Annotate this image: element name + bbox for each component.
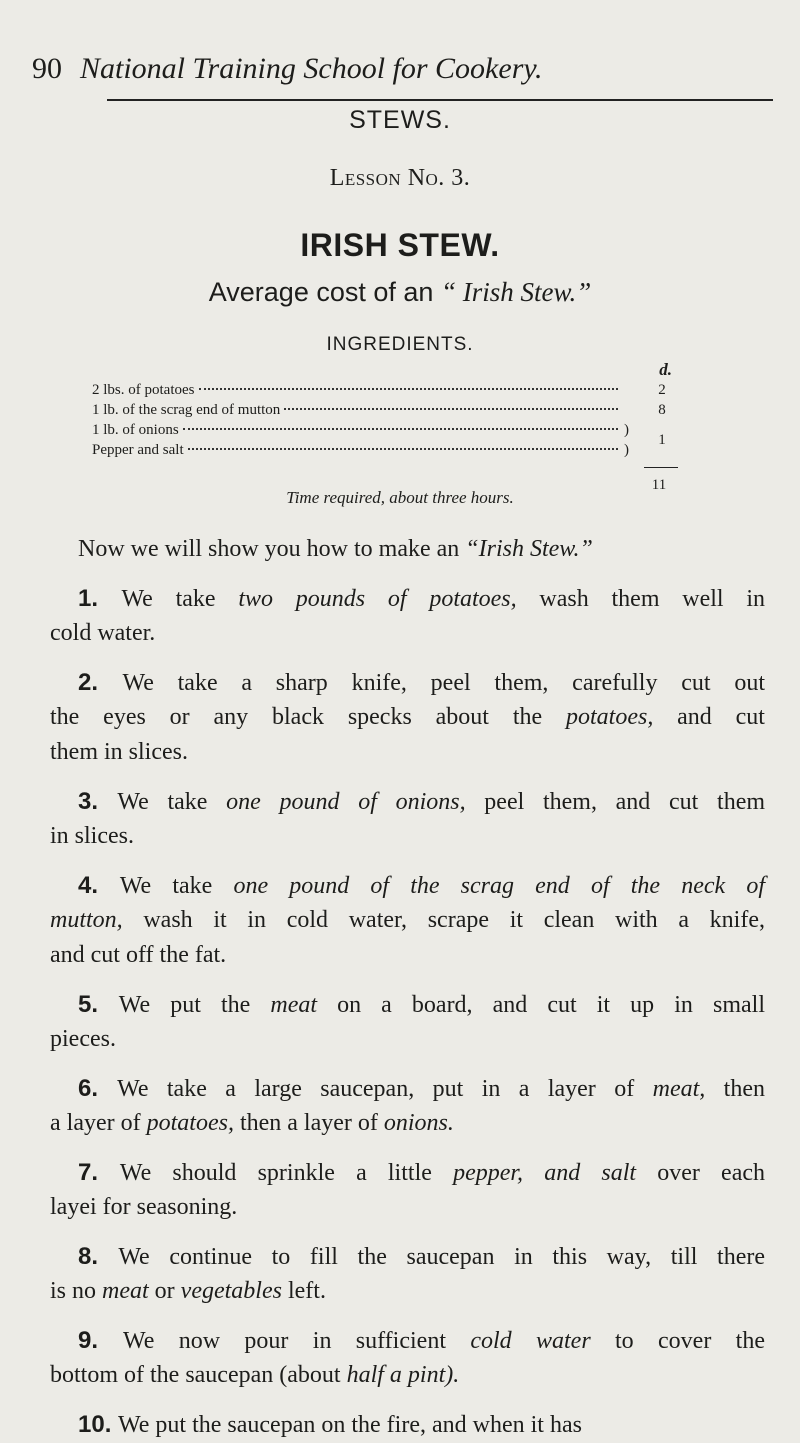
step-number: 6. bbox=[78, 1075, 118, 1102]
ingredient-name: 1 lb. of the scrag end of mutton bbox=[92, 402, 281, 418]
step-line bbox=[50, 1190, 765, 1225]
lesson-title: Lesson No. 3. bbox=[329, 165, 471, 191]
emphasis-text: one pound of onions, bbox=[226, 789, 466, 815]
recipe-step bbox=[50, 665, 765, 770]
recipe-title: IRISH STEW. bbox=[300, 227, 500, 263]
step-line bbox=[50, 1358, 765, 1393]
ingredient-cost: 8 bbox=[658, 402, 666, 418]
step-number: 7. bbox=[78, 1159, 120, 1186]
section-title: STEWS. bbox=[349, 106, 451, 134]
emphasis-text: mutton, bbox=[50, 907, 123, 933]
step-text: or bbox=[148, 1278, 181, 1304]
step-line bbox=[50, 665, 765, 700]
time-required: Time required, about three hours. bbox=[286, 488, 514, 507]
emphasis-text: vegetables bbox=[180, 1278, 282, 1304]
step-text: the eyes or any black specks about the bbox=[50, 704, 566, 730]
step-gap bbox=[50, 1309, 765, 1323]
step-line bbox=[50, 1239, 765, 1274]
ingredient-row bbox=[92, 422, 622, 442]
step-line bbox=[50, 581, 765, 616]
recipe-step bbox=[50, 987, 765, 1057]
emphasis-text: meat bbox=[270, 992, 318, 1018]
step-number: 3. bbox=[78, 788, 118, 815]
step-gap bbox=[50, 1141, 765, 1155]
step-text: then bbox=[705, 1076, 765, 1102]
step-text: We should sprinkle a little bbox=[119, 1160, 454, 1186]
leader-dots bbox=[188, 448, 618, 450]
grouping-brace: ) ) bbox=[624, 422, 629, 458]
step-number: 2. bbox=[78, 669, 123, 696]
recipe-step bbox=[50, 868, 765, 973]
step-text: is no bbox=[50, 1278, 103, 1304]
recipe-step bbox=[50, 1407, 765, 1442]
page-number: 90 bbox=[32, 52, 62, 85]
step-text: over each bbox=[636, 1160, 765, 1186]
step-line bbox=[50, 903, 765, 938]
step-gap bbox=[50, 1057, 765, 1071]
step-number: 10. bbox=[78, 1411, 119, 1438]
step-line bbox=[50, 784, 765, 819]
step-line bbox=[50, 700, 765, 735]
emphasis-text: meat bbox=[102, 1278, 149, 1304]
emphasis-text: two pounds of potatoes, bbox=[238, 586, 517, 612]
recipe-step bbox=[50, 1239, 765, 1309]
header-rule bbox=[107, 99, 773, 101]
step-text: We put the bbox=[118, 992, 271, 1018]
emphasis-text: half a pint). bbox=[346, 1362, 460, 1388]
step-text: We take bbox=[119, 873, 234, 899]
running-title: National Training School for Cookery. bbox=[80, 52, 543, 85]
ingredient-cost: 2 bbox=[658, 382, 666, 398]
step-line bbox=[50, 868, 765, 903]
step-text: We continue to fill the saucepan in this way, till there bbox=[118, 1244, 765, 1270]
total-rule bbox=[644, 467, 678, 468]
step-text: pieces. bbox=[50, 1026, 116, 1052]
emphasis-text: potatoes, bbox=[565, 704, 654, 730]
emphasis-text: pepper, and salt bbox=[453, 1160, 637, 1186]
ingredient-name: Pepper and salt bbox=[92, 442, 184, 458]
step-line bbox=[50, 1274, 765, 1309]
step-line bbox=[50, 1071, 765, 1106]
step-line bbox=[50, 1407, 765, 1442]
step-line bbox=[50, 735, 765, 770]
step-text: wash them well in bbox=[516, 586, 766, 612]
intro-text: Now we will show you how to make an bbox=[78, 536, 460, 562]
step-text: We take a large saucepan, put in a layer of bbox=[117, 1076, 653, 1102]
emphasis-text: one pound of the scrag end of the neck of bbox=[233, 873, 765, 899]
step-text: cold water. bbox=[50, 620, 156, 646]
step-number: 4. bbox=[78, 872, 120, 899]
step-text: We now pour in sufficient bbox=[123, 1328, 471, 1354]
leader-dots bbox=[183, 428, 618, 430]
emphasis-text: potatoes, bbox=[146, 1110, 234, 1136]
step-text: We take a sharp knife, peel them, carefully cut out bbox=[122, 670, 766, 696]
recipe-body bbox=[50, 532, 765, 1442]
emphasis-text: cold water bbox=[470, 1328, 591, 1354]
step-text: to cover the bbox=[590, 1328, 765, 1354]
ingredient-row bbox=[92, 402, 622, 422]
step-number: 9. bbox=[78, 1327, 124, 1354]
step-line bbox=[50, 819, 765, 854]
ingredient-row bbox=[92, 382, 622, 402]
step-line bbox=[50, 1155, 765, 1190]
ingredient-row bbox=[92, 442, 622, 462]
intro-line bbox=[50, 532, 765, 567]
step-text: them in slices. bbox=[50, 739, 188, 765]
step-text: a layer of bbox=[50, 1110, 147, 1136]
cost-unit-header: d. bbox=[659, 360, 672, 379]
step-text: in slices. bbox=[50, 823, 134, 849]
step-text: then a layer of bbox=[233, 1110, 384, 1136]
recipe-step bbox=[50, 581, 765, 651]
step-text: bottom of the saucepan (about bbox=[50, 1362, 347, 1388]
step-text: peel them, and cut them bbox=[465, 789, 766, 815]
intro-dish: “Irish Stew.” bbox=[465, 536, 593, 562]
step-gap bbox=[50, 770, 765, 784]
total-cost: 11 bbox=[651, 477, 667, 493]
ingredient-name: 1 lb. of onions bbox=[92, 422, 179, 438]
step-text: and cut bbox=[653, 704, 765, 730]
step-gap bbox=[50, 1225, 765, 1239]
step-text: We put the saucepan on the fire, and when it has bbox=[118, 1412, 582, 1438]
step-text: We take bbox=[117, 789, 227, 815]
emphasis-text: meat, bbox=[652, 1076, 706, 1102]
ingredient-name: 2 lbs. of potatoes bbox=[92, 382, 195, 398]
step-line bbox=[50, 1106, 765, 1141]
recipe-step bbox=[50, 784, 765, 854]
leader-dots bbox=[284, 408, 618, 410]
average-cost-prefix: Average cost of an bbox=[208, 277, 434, 307]
emphasis-text: onions. bbox=[383, 1110, 454, 1136]
step-gap bbox=[50, 567, 765, 581]
step-gap bbox=[50, 651, 765, 665]
leader-dots bbox=[199, 388, 619, 390]
average-cost-line bbox=[0, 277, 800, 308]
step-text: left. bbox=[281, 1278, 326, 1304]
step-line bbox=[50, 616, 765, 651]
step-text: wash it in cold water, scrape it clean with a knife, bbox=[122, 907, 765, 933]
steps-list bbox=[50, 567, 765, 1442]
page-header bbox=[32, 52, 732, 102]
average-cost-dish: “ Irish Stew.” bbox=[440, 277, 592, 307]
step-text: and cut off the fat. bbox=[50, 942, 227, 968]
step-line bbox=[50, 938, 765, 973]
step-text: on a board, and cut it up in small bbox=[317, 992, 765, 1018]
step-gap bbox=[50, 973, 765, 987]
recipe-step bbox=[50, 1071, 765, 1141]
step-text: We take bbox=[121, 586, 239, 612]
grouped-cost: 1 bbox=[658, 432, 666, 448]
step-text: layei for seasoning. bbox=[50, 1194, 238, 1220]
step-line bbox=[50, 1022, 765, 1057]
step-gap bbox=[50, 1393, 765, 1407]
step-number: 5. bbox=[78, 991, 119, 1018]
step-number: 8. bbox=[78, 1243, 119, 1270]
step-gap bbox=[50, 854, 765, 868]
recipe-step bbox=[50, 1155, 765, 1225]
recipe-step bbox=[50, 1323, 765, 1393]
step-number: 1. bbox=[78, 585, 122, 612]
ingredients-heading: INGREDIENTS. bbox=[326, 334, 474, 355]
step-line bbox=[50, 987, 765, 1022]
step-line bbox=[50, 1323, 765, 1358]
